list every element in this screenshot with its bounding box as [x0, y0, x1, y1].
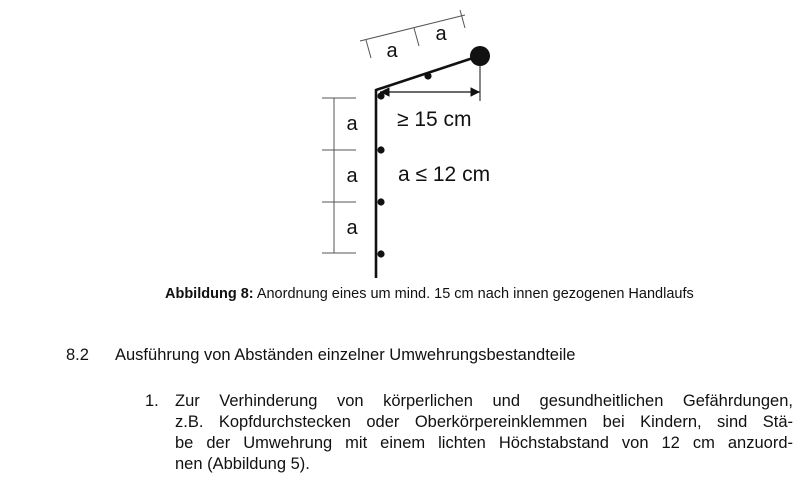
left-dimension-label: a	[346, 217, 358, 239]
corner-dot	[377, 92, 384, 99]
distance-label: ≥ 15 cm	[397, 108, 472, 131]
top-dimension-label-1: a	[386, 40, 398, 62]
arm-dot	[424, 72, 431, 79]
baluster-dot	[377, 250, 384, 257]
spacing-label: a ≤ 12 cm	[398, 163, 491, 186]
caption-text: Anordnung eines um mind. 15 cm nach innen gezogenen Handlaufs	[253, 286, 694, 302]
section-title: Ausführung von Abständen einzelner Umwehrungsbestandteile	[115, 346, 576, 364]
figure-caption	[165, 286, 694, 302]
list-line: z.B. Kopfdurchstecken oder Oberkörpereinklemmen bei Kindern, sind Stä-	[175, 413, 793, 431]
list-line: Zur Verhinderung von körperlichen und gesundheitlichen Gefährdungen,	[175, 392, 793, 410]
handrail-knob	[470, 46, 490, 66]
baluster-dot	[377, 198, 384, 205]
top-dimension-label-2: a	[435, 23, 447, 45]
caption-label: Abbildung 8:	[165, 286, 254, 302]
list-marker: 1.	[145, 392, 159, 410]
list-line: be der Umwehrung mit einem lichten Höchstabstand von 12 cm anzuord-	[175, 434, 793, 452]
left-dimension-label: a	[346, 113, 358, 135]
section-heading	[66, 346, 575, 365]
left-dimension-label: a	[346, 165, 358, 187]
list-line: nen (Abbildung 5).	[175, 455, 310, 473]
top-dimension-line	[360, 10, 465, 58]
section-number: 8.2	[66, 346, 89, 364]
list-item-text	[175, 391, 793, 475]
baluster-dot	[377, 146, 384, 153]
